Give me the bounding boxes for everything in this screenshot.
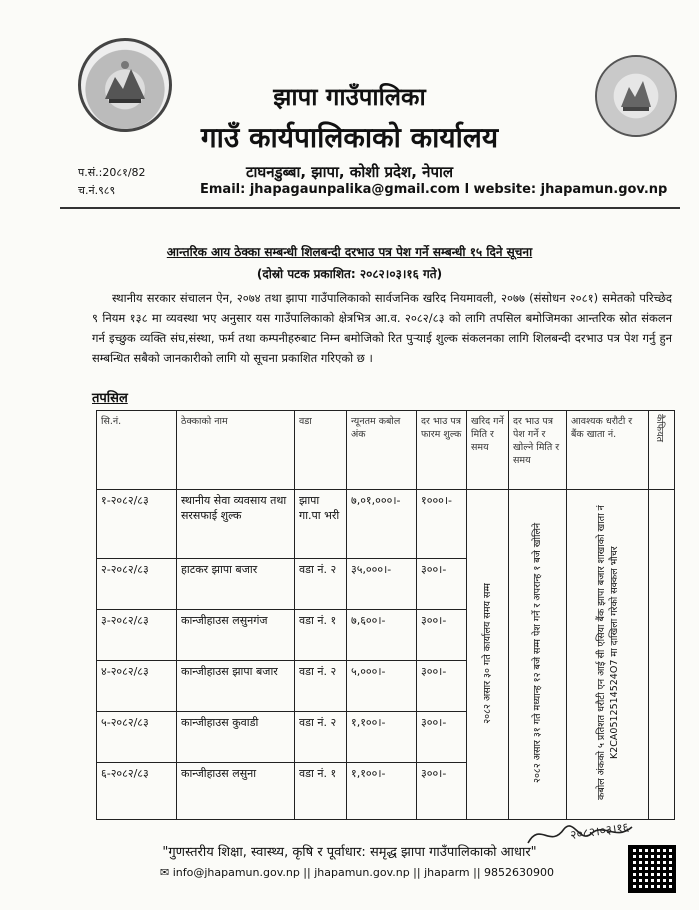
deposit-cell: कबोल अंकको ५ प्रतिशत धरौटी एन आई सी एसिया बैंक झापा बजार शाखाको खाता नं K2CA0512514524O7 मा दाखिला गरेको सक्कल भौचर <box>567 490 649 820</box>
cell-min-bid: १,१००।- <box>347 762 417 819</box>
notice-title: आन्तरिक आय ठेक्का सम्बन्धी शिलबन्दी दरभाउ पत्र पेश गर्ने सम्बन्धी १५ दिने सूचना <box>166 245 533 259</box>
municipality-title: झापा गाउँपालिका <box>273 83 426 111</box>
table-header-row <box>97 411 675 490</box>
notice-body: स्थानीय सरकार संचालन ऐन, २०७४ तथा झापा गाउँपालिकाको सार्वजनिक खरिद नियमावली, २०७७ (संसोधन २०८१) समेतको परिच्छेद ९ नियम १३८ मा व्यवस्था भए अनुसार यस गाउँपालिकाको क्षेत्रभित्र आ.व. २०८२/८३ को लागि तपसिल बमोजिमका आन्तरिक स्रोत संकलन गर्न इच्छुक व्यक्ति संघ,संस्था, फर्म तथा कम्पनीहरुबाट निम्न बमोजिको रित पुर्‍याई शुल्क संकलनका लागि शिलबन्दी दरभाउ पत्र पेश गर्नु हुन सम्बन्धित सबैको जानकारीको लागि यो सूचना प्रकाशित गरिएको छ । <box>92 291 672 365</box>
cell-sn: ४-२०८२/८३ <box>97 661 177 712</box>
cell-name: कान्जीहाउस लसुना <box>177 762 295 819</box>
cell-name: कान्जीहाउस कुवाडी <box>177 712 295 763</box>
cell-ward: झापा गा.पा भरी <box>295 490 347 559</box>
dispatch-number: च.नं.९८९ <box>78 184 116 197</box>
cell-name: कान्जीहाउस झापा बजार <box>177 661 295 712</box>
details-heading: तपसिल <box>92 391 128 406</box>
cell-form-fee: ३००।- <box>417 712 467 763</box>
office-address: टाघनडुब्बा, झापा, कोशी प्रदेश, नेपाल <box>245 163 454 181</box>
header-deposit: आवश्यक धरौटी र बैंक खाता नं. <box>567 411 649 490</box>
cell-sn: १-२०८२/८३ <box>97 490 177 559</box>
remarks-cell <box>649 490 675 820</box>
cell-form-fee: ३००।- <box>417 559 467 610</box>
cell-name: स्थानीय सेवा व्यवसाय तथा सरसफाई शुल्क <box>177 490 295 559</box>
cell-sn: २-२०८२/८३ <box>97 559 177 610</box>
cell-ward: वडा नं. १ <box>295 762 347 819</box>
header-ward: वडा <box>295 411 347 490</box>
cell-ward: वडा नं. २ <box>295 661 347 712</box>
header-sn: सि.नं. <box>97 411 177 490</box>
purchase-date-cell: २०८२ असार ३० गते कार्यालय समय सम्म <box>467 490 509 820</box>
footer-contacts: ✉ info@jhapamun.gov.np || jhapamun.gov.np || jhaparm || 9852630900 <box>160 866 555 879</box>
header-name: ठेक्काको नाम <box>177 411 295 490</box>
cell-name: कान्जीहाउस लसुनगंज <box>177 610 295 661</box>
header-remarks: कैफियत <box>649 411 675 490</box>
mail-icon: ✉ <box>160 866 173 879</box>
notice-subtitle: (दोस्रो पटक प्रकाशित: २०८२।०३।१६ गते) <box>256 267 443 281</box>
header-divider <box>60 207 680 209</box>
cell-sn: ६-२०८२/८३ <box>97 762 177 819</box>
footer-slogan: "गुणस्तरीय शिक्षा, स्वास्थ्य, कृषि र पूर्वाधार: समृद्ध झापा गाउँपालिकाको आधार" <box>162 845 537 860</box>
cell-form-fee: ३००।- <box>417 610 467 661</box>
header-form-fee: दर भाउ पत्र फारम शुल्क <box>417 411 467 490</box>
contact-email-line: Email: jhapagaunpalika@gmail.com l website: jhapamun.gov.np <box>200 182 668 197</box>
cell-form-fee: ३००।- <box>417 762 467 819</box>
cell-sn: ५-२०८२/८३ <box>97 712 177 763</box>
stamp-date: २०८२।०३।१६ <box>569 819 630 843</box>
header-submit-date: दर भाउ पत्र पेश गर्ने र खोल्ने मिति र समय <box>509 411 567 490</box>
cell-min-bid: ३५,०००।- <box>347 559 417 610</box>
cell-form-fee: १०००।- <box>417 490 467 559</box>
cell-ward: वडा नं. २ <box>295 559 347 610</box>
cell-form-fee: ३००।- <box>417 661 467 712</box>
header-min-bid: न्यूनतम कबोल अंक <box>347 411 417 490</box>
cell-ward: वडा नं. १ <box>295 610 347 661</box>
cell-sn: ३-२०८२/८३ <box>97 610 177 661</box>
cell-min-bid: १,१००।- <box>347 712 417 763</box>
cell-min-bid: ७,०१,०००।- <box>347 490 417 559</box>
office-title: गाउँ कार्यपालिकाको कार्यालय <box>200 121 499 154</box>
contract-table <box>96 410 675 820</box>
cell-ward: वडा नं. २ <box>295 712 347 763</box>
reference-number: प.सं.:20८१/82 <box>78 166 146 179</box>
cell-min-bid: ५,०००।- <box>347 661 417 712</box>
cell-name: हाटकर झापा बजार <box>177 559 295 610</box>
header-purchase-date: खरिद गर्ने मिति र समय <box>467 411 509 490</box>
cell-min-bid: ७,६००।- <box>347 610 417 661</box>
table-row <box>97 490 675 559</box>
submit-date-cell: २०८२ असार ३१ गते मध्यान्ह १२ बजे सम्म पेश गर्ने र अपरान्ह १ बजे खोलिने <box>509 490 567 820</box>
